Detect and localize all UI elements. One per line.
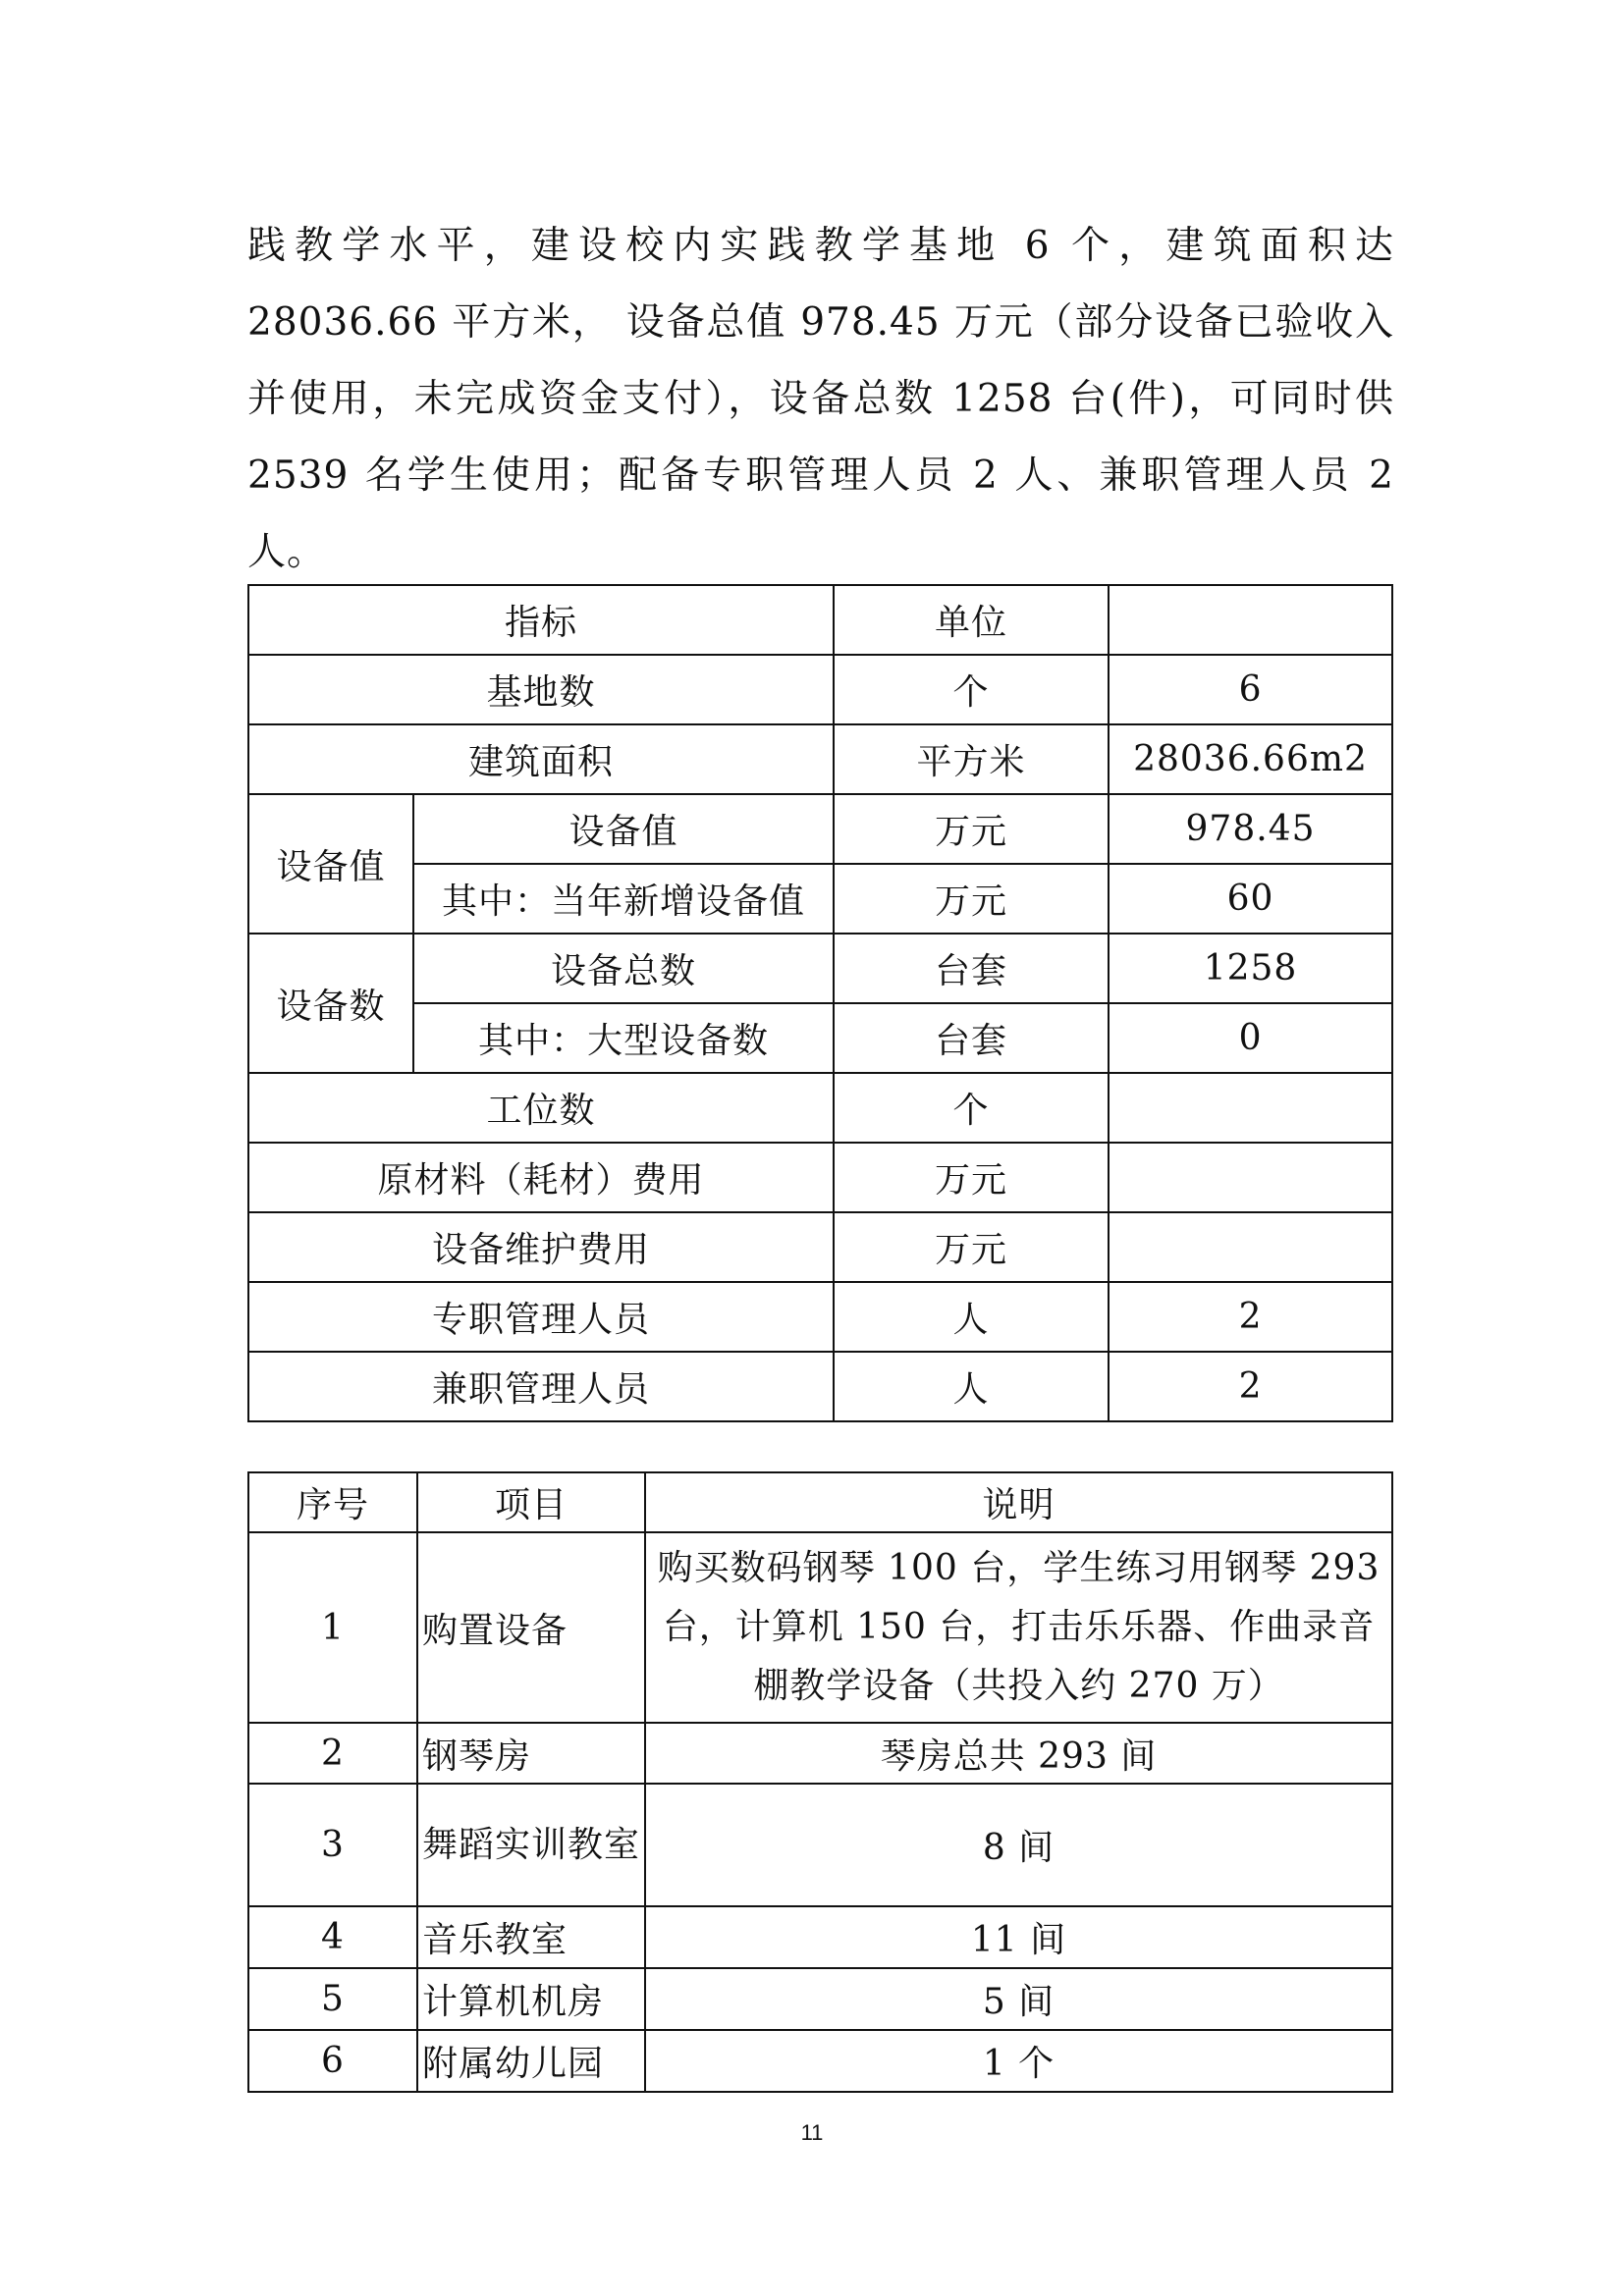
row-unit: 万元	[834, 794, 1109, 864]
table-row	[248, 2030, 1392, 2092]
row-value: 0	[1109, 1003, 1392, 1073]
row-unit: 台套	[834, 1003, 1109, 1073]
table-row	[248, 794, 1392, 864]
project-table	[247, 1471, 1393, 2093]
table-row	[248, 655, 1392, 724]
row-desc: 5 间	[645, 1968, 1392, 2030]
page-number: 11	[800, 2120, 824, 2145]
table-row	[248, 1352, 1392, 1421]
row-no: 1	[248, 1532, 417, 1723]
row-desc: 琴房总共 293 间	[645, 1723, 1392, 1784]
table-row	[248, 864, 1392, 934]
header-unit: 单位	[834, 585, 1109, 655]
header-item: 项目	[417, 1472, 645, 1532]
row-no: 5	[248, 1968, 417, 2030]
row-unit: 个	[834, 1073, 1109, 1143]
row-no: 6	[248, 2030, 417, 2092]
row-desc: 购买数码钢琴 100 台，学生练习用钢琴 293 台，计算机 150 台，打击乐乐器、作曲录音棚教学设备（共投入约 270 万）	[645, 1532, 1392, 1723]
table-row	[248, 1073, 1392, 1143]
row-no: 4	[248, 1906, 417, 1968]
row-item: 音乐教室	[417, 1906, 645, 1968]
row-desc: 11 间	[645, 1906, 1392, 1968]
row-value: 6	[1109, 655, 1392, 724]
table-row	[248, 585, 1392, 655]
table-row	[248, 1723, 1392, 1784]
table-row	[248, 1212, 1392, 1282]
row-item: 附属幼儿园	[417, 2030, 645, 2092]
row-label: 建筑面积	[248, 724, 834, 794]
row-unit: 万元	[834, 1212, 1109, 1282]
body-paragraph: 践教学水平，建设校内实践教学基地 6 个，建筑面积达 28036.66 平方米， 设备总值 978.45 万元（部分设备已验收入并使用，未完成资金支付），设备总数 1258 台(件)，可同时供 2539 名学生使用；配备专职管理人员 2 人、兼职管理人员 2 人。	[247, 224, 1394, 574]
row-label: 兼职管理人员	[248, 1352, 834, 1421]
row-label: 原材料（耗材）费用	[248, 1143, 834, 1212]
row-unit: 个	[834, 655, 1109, 724]
row-no: 2	[248, 1723, 417, 1784]
table-row	[248, 1532, 1392, 1723]
row-label: 专职管理人员	[248, 1282, 834, 1352]
row-unit: 台套	[834, 934, 1109, 1003]
row-value: 978.45	[1109, 794, 1392, 864]
header-no: 序号	[248, 1472, 417, 1532]
row-label: 其中：大型设备数	[413, 1003, 834, 1073]
row-unit: 万元	[834, 1143, 1109, 1212]
row-unit: 人	[834, 1282, 1109, 1352]
group-label: 设备数	[248, 934, 413, 1073]
indicator-table	[247, 584, 1393, 1422]
row-value	[1109, 1073, 1392, 1143]
table-row	[248, 1968, 1392, 2030]
row-unit: 人	[834, 1352, 1109, 1421]
table-row	[248, 934, 1392, 1003]
row-label: 其中：当年新增设备值	[413, 864, 834, 934]
row-item: 计算机机房	[417, 1968, 645, 2030]
table-row	[248, 724, 1392, 794]
row-value: 1258	[1109, 934, 1392, 1003]
header-value	[1109, 585, 1392, 655]
row-label: 设备维护费用	[248, 1212, 834, 1282]
group-label: 设备值	[248, 794, 413, 934]
table-row	[248, 1282, 1392, 1352]
row-unit: 万元	[834, 864, 1109, 934]
table-row	[248, 1906, 1392, 1968]
row-no: 3	[248, 1784, 417, 1906]
row-label: 设备值	[413, 794, 834, 864]
row-value: 2	[1109, 1282, 1392, 1352]
row-value: 60	[1109, 864, 1392, 934]
row-item: 舞蹈实训教室	[417, 1784, 645, 1906]
row-desc: 8 间	[645, 1784, 1392, 1906]
row-value	[1109, 1212, 1392, 1282]
row-label: 工位数	[248, 1073, 834, 1143]
row-item: 钢琴房	[417, 1723, 645, 1784]
table-header-row	[248, 1472, 1392, 1532]
header-desc: 说明	[645, 1472, 1392, 1532]
row-unit: 平方米	[834, 724, 1109, 794]
row-label: 基地数	[248, 655, 834, 724]
table-row	[248, 1143, 1392, 1212]
table-row	[248, 1003, 1392, 1073]
row-label: 设备总数	[413, 934, 834, 1003]
header-indicator: 指标	[248, 585, 834, 655]
row-value: 2	[1109, 1352, 1392, 1421]
row-value: 28036.66m2	[1109, 724, 1392, 794]
table-row	[248, 1784, 1392, 1906]
row-desc: 1 个	[645, 2030, 1392, 2092]
row-item: 购置设备	[417, 1532, 645, 1723]
row-value	[1109, 1143, 1392, 1212]
